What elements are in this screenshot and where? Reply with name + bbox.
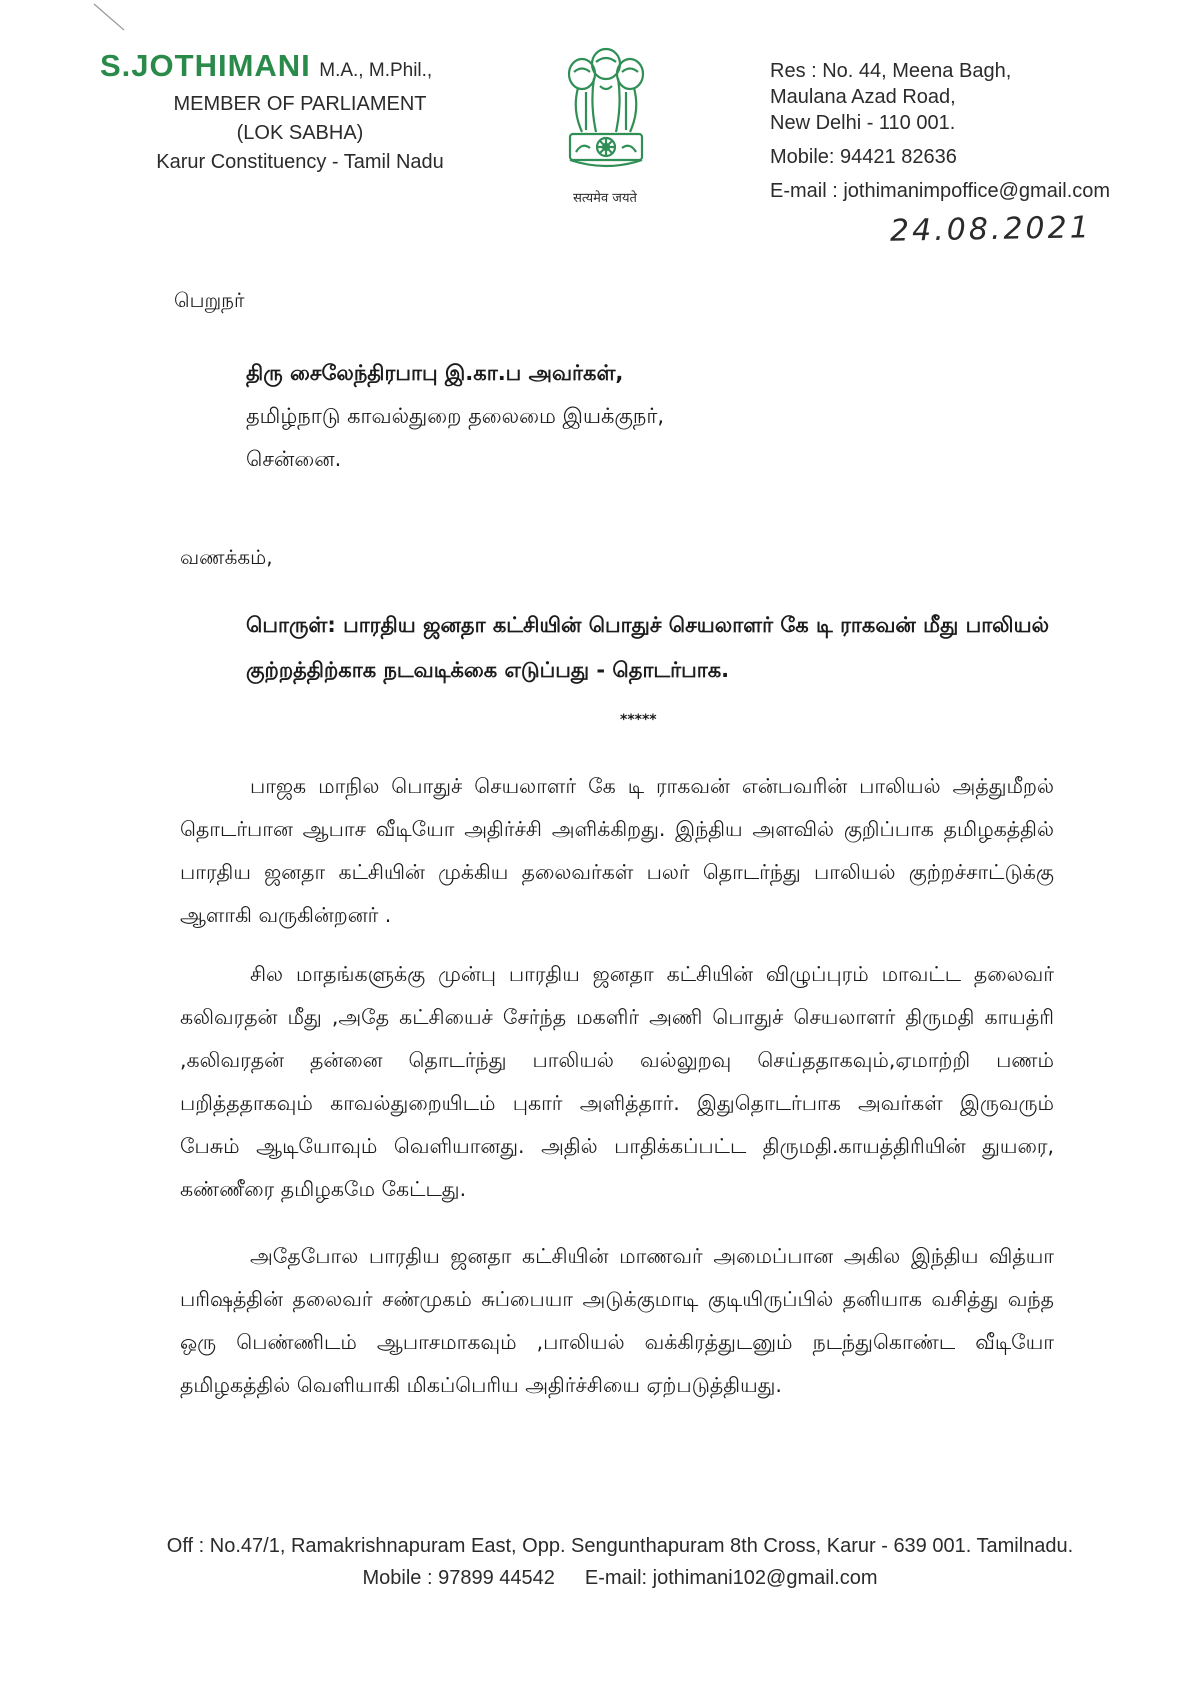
from-label: பெறுநர் <box>174 288 245 312</box>
residence-email: E-mail : jothimanimpoffice@gmail.com <box>770 180 1111 202</box>
body-paragraph-3: அதேபோல பாரதிய ஜனதா கட்சியின் மாணவர் அமைப்பான அகில இந்திய வித்யா பரிஷத்தின் தலைவர் சண்முகம் சுப்பையா அடுக்குமாடி குடியிருப்பில் தனியாக வசித்து வந்த ஒரு பெண்ணிடம் ஆபாசமாகவும் ,பாலியல் வக்கிரத்துடனும் நடந்துகொண்ட வீடியோ தமிழகத்தில் வெளியாகி மிகப்பெரிய அதிர்ச்சியை ஏற்படுத்தியது. <box>180 1244 1054 1397</box>
residence-line-1: Res : No. 44, Meena Bagh, <box>770 60 1012 82</box>
office-contact-line <box>0 1562 1200 1594</box>
sender-title: MEMBER OF PARLIAMENT <box>173 93 427 115</box>
residence-line-3: New Delhi - 110 001. <box>770 112 956 134</box>
sender-house: (LOK SABHA) <box>236 122 364 144</box>
office-address: Off : No.47/1, Ramakrishnapuram East, Opp. Sengunthapuram 8th Cross, Karur - 639 001. Tamilnadu. <box>166 1535 1074 1557</box>
section-separator: ***** <box>620 712 657 728</box>
greeting: வணக்கம், <box>180 545 273 569</box>
scan-artifact-line <box>92 0 136 40</box>
office-mobile: Mobile : 97899 44542 <box>362 1567 555 1589</box>
emblem-motto: सत्यमेव जयते <box>573 191 637 206</box>
residence-mobile: Mobile: 94421 82636 <box>770 146 957 168</box>
recipient-city: சென்னை. <box>246 447 342 471</box>
sender-name: S.JOTHIMANI <box>100 48 311 83</box>
recipient-block <box>246 352 664 481</box>
recipient-name: திரு சைலேந்திரபாபு இ.கா.ப அவர்கள், <box>246 361 624 385</box>
sender-name-line <box>100 48 500 84</box>
letterhead-identity <box>100 48 500 177</box>
residence-line-2: Maulana Azad Road, <box>770 86 956 108</box>
body-paragraph-2: சில மாதங்களுக்கு முன்பு பாரதிய ஜனதா கட்சியின் விழுப்புரம் மாவட்ட தலைவர் கலிவரதன் மீது ,அதே கட்சியைச் சேர்ந்த மகளிர் அணி பொதுச் செயலாளர் திருமதி காயத்ரி ,கலிவரதன் தன்னை தொடர்ந்து பாலியல் வல்லுறவு செய்ததாகவும்,ஏமாற்றி பணம் பறித்ததாகவும் காவல்துறையிடம் புகார் அளித்தார். இதுதொடர்பாக அவர்கள் இருவரும் பேசும் ஆடியோவும் வெளியானது. அதில் பாதிக்கப்பட்ட திருமதி.காயத்திரியின் துயரை, கண்ணீரை தமிழகமே கேட்டது. <box>180 962 1054 1201</box>
office-email: E-mail: jothimani102@gmail.com <box>584 1567 878 1589</box>
sender-qualifications: M.A., M.Phil., <box>319 60 433 81</box>
body-paragraph-1: பாஜக மாநில பொதுச் செயலாளர் கே டி ராகவன் என்பவரின் பாலியல் அத்துமீறல் தொடர்பான ஆபாச வீடியோ அதிர்ச்சி அளிக்கிறது. இந்திய அளவில் குறிப்பாக தமிழகத்தில் பாரதிய ஜனதா கட்சியின் முக்கிய தலைவர்கள் பலர் தொடர்ந்து பாலியல் குற்றச்சாட்டுக்கு ஆளாகி வருகின்றனர் . <box>180 774 1054 927</box>
national-emblem-icon <box>556 42 656 182</box>
recipient-designation: தமிழ்நாடு காவல்துறை தலைமை இயக்குநர், <box>246 404 665 428</box>
letterhead-footer <box>0 1530 1200 1594</box>
letterhead-contact <box>770 58 1190 204</box>
sender-constituency: Karur Constituency - Tamil Nadu <box>156 151 444 173</box>
handwritten-date: 24.08.2021 <box>889 210 1093 249</box>
subject-line: பொருள்: பாரதிய ஜனதா கட்சியின் பொதுச் செயலாளர் கே டி ராகவன் மீது பாலியல் குற்றத்திற்காக நடவடிக்கை எடுப்பது - தொடர்பாக. <box>246 613 1050 682</box>
